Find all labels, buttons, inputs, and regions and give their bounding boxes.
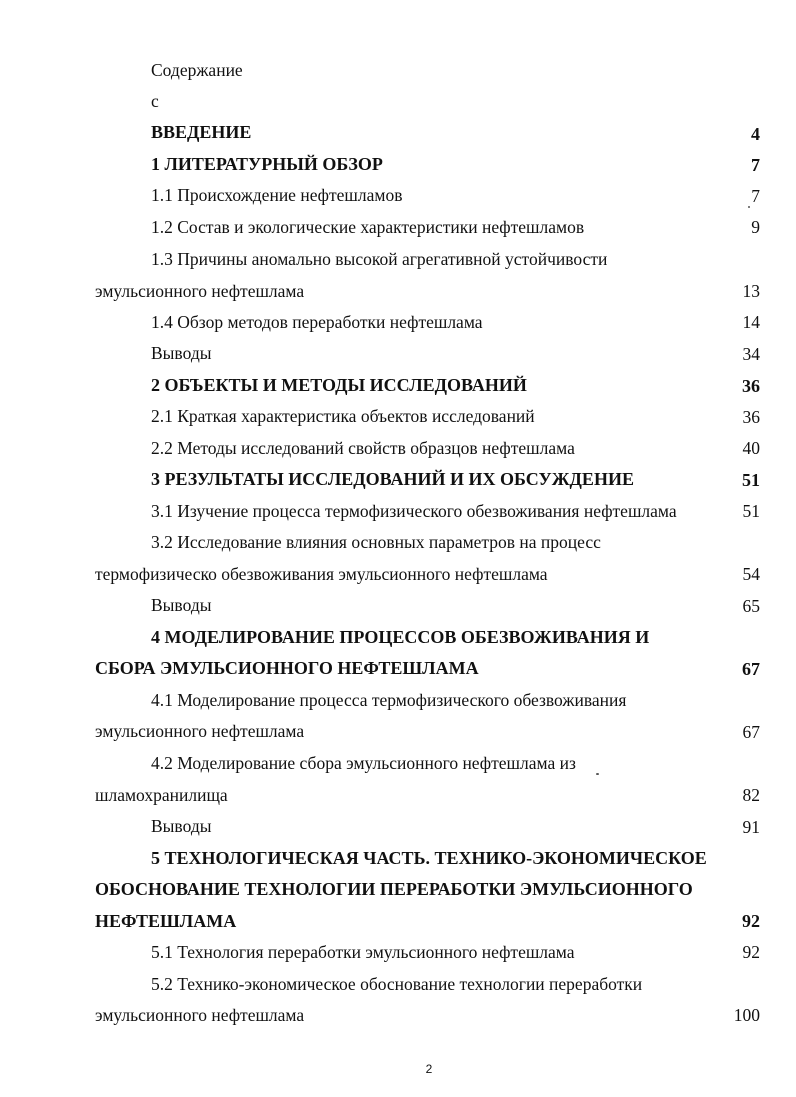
toc-page-number: 67	[742, 659, 760, 679]
toc-entry-3-2: 3.2 Исследование влияния основных параметров на процесс	[151, 532, 601, 552]
toc-entry-3-2-continuation: термофизическо обезвоживания эмульсионного нефтешлама	[95, 564, 548, 584]
toc-page-number: 7	[751, 155, 760, 175]
toc-entry-introduction: ВВЕДЕНИЕ	[151, 122, 252, 142]
toc-entry-5-2-continuation: эмульсионного нефтешлама	[95, 1005, 305, 1025]
toc-entry-chapter-4: 4 МОДЕЛИРОВАНИЕ ПРОЦЕССОВ ОБЕЗВОЖИВАНИЯ И	[151, 627, 650, 647]
toc-entry-1-1: 1.1 Происхождение нефтешламов	[151, 185, 403, 205]
toc-entry-4-1-continuation: эмульсионного нефтешлама	[95, 721, 305, 741]
toc-entry-1-3-continuation: эмульсионного нефтешлама	[95, 281, 305, 301]
toc-heading: Содержание	[151, 60, 243, 80]
stray-letter: с	[151, 91, 159, 111]
toc-entry-4-2-continuation: шламохранилища	[95, 785, 228, 805]
page-number: 2	[425, 1062, 433, 1076]
toc-entry-5-2: 5.2 Технико-экономическое обоснование технологии переработки	[151, 974, 643, 994]
toc-entry-conclusions: Выводы	[151, 343, 212, 363]
toc-page-number: 54	[742, 564, 760, 584]
toc-page-number: 92	[742, 942, 760, 962]
scan-speck	[596, 773, 599, 775]
toc-page-number: 9	[751, 217, 760, 237]
toc-page-number: 65	[742, 596, 760, 616]
toc-entry-1-3: 1.3 Причины аномально высокой агрегативной устойчивости	[151, 249, 608, 269]
toc-entry-3-1: 3.1 Изучение процесса термофизического обезвоживания нефтешлама	[151, 501, 677, 521]
scan-speck	[748, 206, 750, 208]
toc-page-number: 4	[751, 124, 760, 144]
toc-page-number: 13	[742, 281, 760, 301]
toc-page-number: 91	[742, 817, 760, 837]
toc-page-number: 92	[742, 911, 760, 931]
toc-page-number: 7	[751, 186, 760, 206]
toc-page-number: 100	[733, 1005, 760, 1025]
toc-entry-conclusions: Выводы	[151, 595, 212, 615]
toc-page-number: 67	[742, 722, 760, 742]
toc-entry-2-1: 2.1 Краткая характеристика объектов исследований	[151, 406, 535, 426]
toc-page-number: 51	[742, 501, 760, 521]
toc-entry-5-1: 5.1 Технология переработки эмульсионного нефтешлама	[151, 942, 575, 962]
toc-entry-chapter-5-continuation: НЕФТЕШЛАМА	[95, 911, 237, 931]
toc-page-number: 51	[742, 470, 760, 490]
toc-entry-chapter-4-continuation: СБОРА ЭМУЛЬСИОННОГО НЕФТЕШЛАМА	[95, 658, 479, 678]
toc-entry-chapter-5-continuation: ОБОСНОВАНИЕ ТЕХНОЛОГИИ ПЕРЕРАБОТКИ ЭМУЛЬСИОННОГО	[95, 879, 693, 899]
toc-page-number: 36	[742, 376, 760, 396]
toc-page-number: 34	[742, 344, 760, 364]
toc-page-number: 82	[742, 785, 760, 805]
toc-entry-2-2: 2.2 Методы исследований свойств образцов нефтешлама	[151, 438, 575, 458]
toc-entry-1-4: 1.4 Обзор методов переработки нефтешлама	[151, 312, 483, 332]
toc-entry-4-1: 4.1 Моделирование процесса термофизического обезвоживания	[151, 690, 627, 710]
toc-entry-chapter-1: 1 ЛИТЕРАТУРНЫЙ ОБЗОР	[151, 154, 383, 174]
toc-page-number: 36	[742, 407, 760, 427]
toc-page-number: 40	[742, 438, 760, 458]
toc-entry-chapter-3: 3 РЕЗУЛЬТАТЫ ИССЛЕДОВАНИЙ И ИХ ОБСУЖДЕНИЕ	[151, 469, 634, 489]
toc-entry-1-2: 1.2 Состав и экологические характеристики нефтешламов	[151, 217, 585, 237]
toc-entry-4-2: 4.2 Моделирование сбора эмульсионного нефтешлама из	[151, 753, 576, 773]
toc-entry-conclusions: Выводы	[151, 816, 212, 836]
toc-page-number: 14	[742, 312, 760, 332]
toc-entry-chapter-2: 2 ОБЪЕКТЫ И МЕТОДЫ ИССЛЕДОВАНИЙ	[151, 375, 527, 395]
toc-entry-chapter-5: 5 ТЕХНОЛОГИЧЕСКАЯ ЧАСТЬ. ТЕХНИКО-ЭКОНОМИЧЕСКОЕ	[151, 848, 707, 868]
